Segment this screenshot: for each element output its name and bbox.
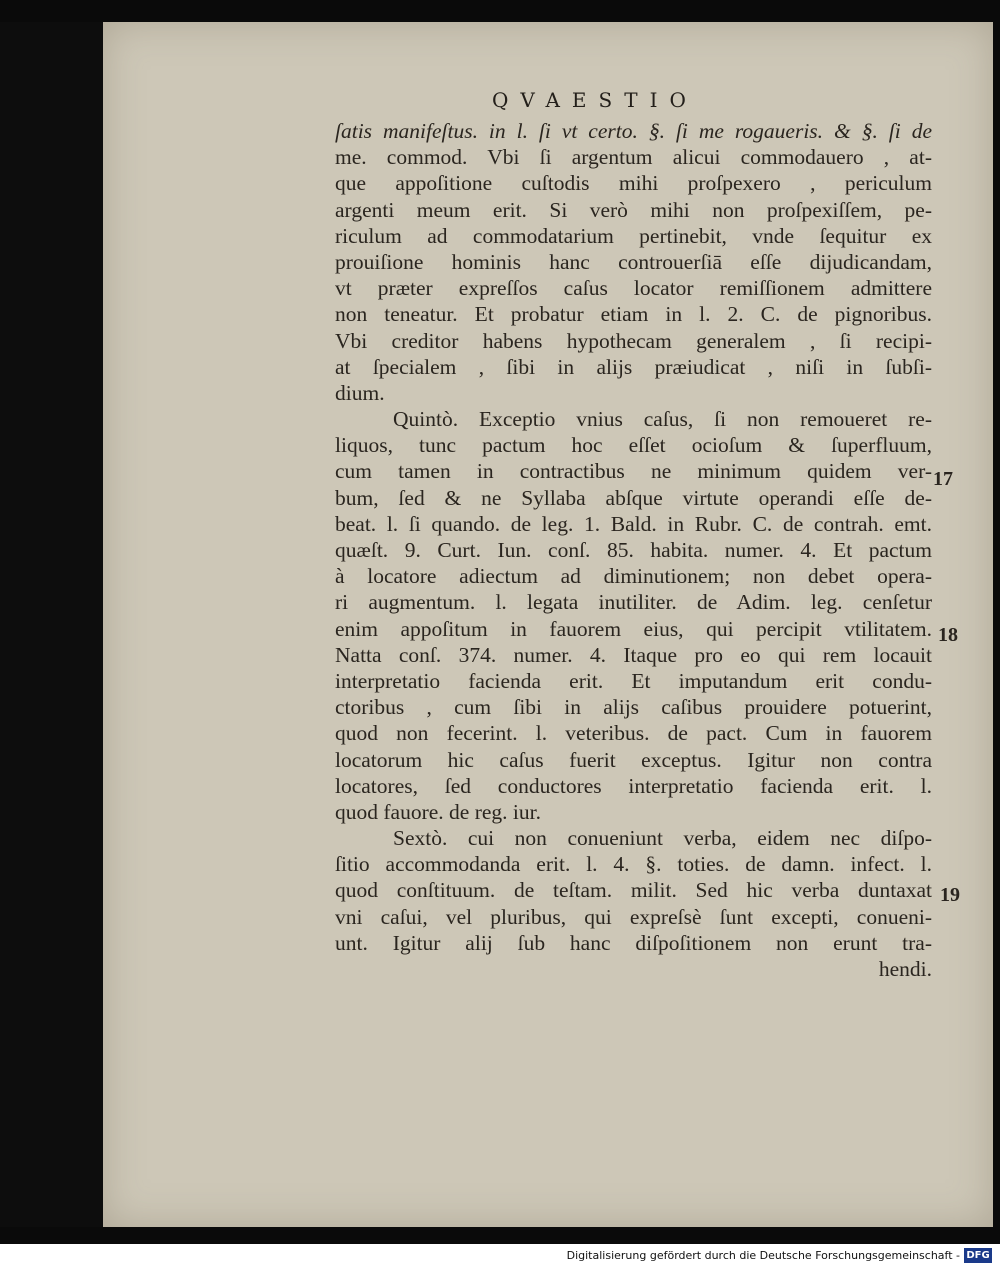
- margin-number-19: 19: [940, 884, 960, 906]
- text-line: ctoribus , cum ſibi in alijs caſibus prouidere potuerint,: [335, 695, 932, 720]
- text-line: non teneatur. Et probatur etiam in l. 2. C. de pignoribus.: [335, 302, 932, 327]
- text-line: Sextò. cui non conueniunt verba, eidem nec diſpo-: [393, 826, 932, 851]
- text-line: interpretatio facienda erit. Et imputandum erit condu-: [335, 668, 932, 693]
- text-line: hendi.: [878, 957, 932, 981]
- text-line: quod fauore. de reg. iur.: [335, 799, 541, 824]
- footer-credit: Digitalisierung gefördert durch die Deutsche Forschungsgemeinschaft -: [566, 1249, 960, 1262]
- text-line: ſatis manifeſtus. in l. ſi vt certo. §. ſi me rogaueris. & §. ſi de: [335, 119, 932, 143]
- text-line: Quintò. Exceptio vnius caſus, ſi non remoueret re-: [393, 407, 932, 432]
- text-line: ri augmentum. l. legata inutiliter. de Adim. leg. cenſetur: [335, 590, 932, 615]
- text-line: Vbi creditor habens hypothecam generalem , ſi recipi-: [335, 328, 932, 353]
- body-text: [335, 118, 932, 982]
- text-line: locatorum hic caſus fuerit exceptus. Igitur non contra: [335, 747, 932, 772]
- text-line: argenti meum erit. Si verò mihi non proſpexiſſem, pe-: [335, 197, 932, 222]
- text-line: locatores, ſed conductores interpretatio facienda erit. l.: [335, 773, 932, 798]
- text-line: Natta conſ. 374. numer. 4. Itaque pro eo qui rem locauit: [335, 642, 932, 667]
- text-line: dium.: [335, 380, 385, 405]
- footer-bar: [0, 1244, 1000, 1269]
- margin-number-17: 17: [933, 468, 953, 490]
- text-line: at ſpecialem , ſibi in alijs præiudicat , niſi in ſubſi-: [335, 354, 932, 379]
- text-line: quod conſtituum. de teſtam. milit. Sed hic verba duntaxat: [335, 878, 932, 903]
- text-line: ſitio accommodanda erit. l. 4. §. toties. de damn. infect. l.: [335, 852, 932, 877]
- running-header: QVAESTIO: [492, 88, 698, 112]
- text-line: bum, ſed & ne Syllaba abſque virtute operandi eſſe de-: [335, 485, 932, 510]
- text-line: vt præter expreſſos caſus locator remiſſionem admittere: [335, 276, 932, 301]
- scan-edge: [0, 22, 103, 1227]
- text-line: me. commod. Vbi ſi argentum alicui commodauero , at-: [335, 145, 932, 170]
- dfg-logo: DFG: [964, 1248, 992, 1263]
- text-line: liquos, tunc pactum hoc eſſet ocioſum & ſuperfluum,: [335, 433, 932, 458]
- text-line: enim appoſitum in fauorem eius, qui percipit vtilitatem.: [335, 616, 932, 641]
- text-line: vni caſui, vel pluribus, qui expreſsè ſunt excepti, conueni-: [335, 904, 932, 929]
- text-line: prouiſione hominis hanc controuerſiā eſſe dijudicandam,: [335, 249, 932, 274]
- text-line: beat. l. ſi quando. de leg. 1. Bald. in Rubr. C. de contrah. emt.: [335, 511, 932, 536]
- text-line: riculum ad commodatarium pertinebit, vnde ſequitur ex: [335, 223, 932, 248]
- margin-number-18: 18: [938, 624, 958, 646]
- text-line: quæſt. 9. Curt. Iun. conſ. 85. habita. numer. 4. Et pactum: [335, 538, 932, 562]
- text-line: cum tamen in contractibus ne minimum quidem ver-: [335, 459, 932, 484]
- text-line: quod non fecerint. l. veteribus. de pact. Cum in fauorem: [335, 721, 932, 746]
- text-line: à locatore adiectum ad diminutionem; non debet opera-: [335, 564, 932, 589]
- text-line: que appoſitione cuſtodis mihi proſpexero , periculum: [335, 171, 932, 196]
- text-line: unt. Igitur alij ſub hanc diſpoſitionem non erunt tra-: [335, 930, 932, 955]
